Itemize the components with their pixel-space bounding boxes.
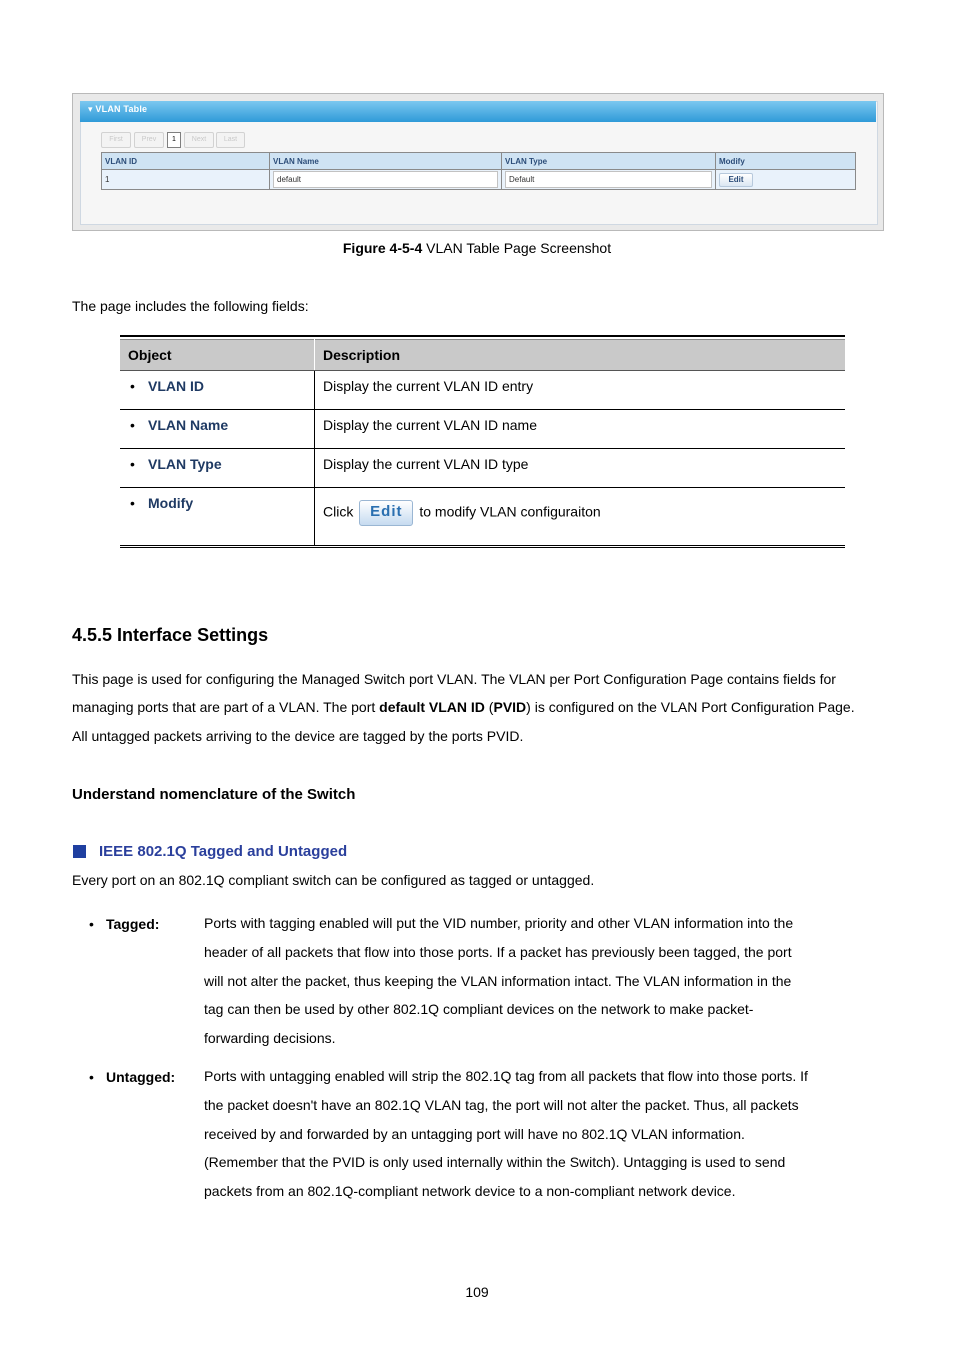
object-name: VLAN ID <box>148 378 204 394</box>
object-name: Modify <box>148 495 194 511</box>
topic-intro: Every port on an 802.1Q compliant switch can be configured as tagged or untagged. <box>72 872 595 888</box>
tagged-description: Ports with tagging enabled will put the VID number, priority and other VLAN information into the header of all packets that flow into those ports. If a packet has previously been tagged, the port will not alter the packet, thus keeping the VLAN information intact. The VLAN information in the tag can then be used by other 802.1Q compliant devices on the network to make packet-forwarding decisions. <box>204 915 794 1047</box>
fields-table <box>120 339 845 548</box>
click-text: Click <box>323 503 354 520</box>
col-header-modify: Modify <box>716 153 856 170</box>
col-header-vlan-id: VLAN ID <box>102 153 270 170</box>
object-description: Display the current VLAN ID type <box>323 456 529 472</box>
next-page-button[interactable]: Next <box>184 132 214 148</box>
object-name: VLAN Type <box>148 456 222 472</box>
fields-intro: The page includes the following fields: <box>72 298 309 314</box>
bullet-icon: • <box>89 1069 94 1085</box>
bullet-icon: • <box>130 495 135 511</box>
topic-heading: IEEE 802.1Q Tagged and Untagged <box>99 843 348 860</box>
cell-modify <box>716 170 856 190</box>
page-number-input[interactable]: 1 <box>167 132 181 148</box>
para-line-2: managing ports that are part of a VLAN. The port default VLAN ID (PVID) is configured on the VLAN Port Configuration Page. <box>72 699 855 715</box>
collapse-arrow-icon: ▾ <box>88 104 93 114</box>
page-number: 109 <box>465 1284 489 1300</box>
table-row <box>120 371 845 410</box>
prev-page-button[interactable]: Prev <box>134 132 164 148</box>
edit-button-sample[interactable]: Edit <box>359 500 413 526</box>
header-description: Description <box>315 340 846 371</box>
para-line-3: All untagged packets arriving to the device are tagged by the ports PVID. <box>72 728 524 744</box>
caption-label: Figure 4-5-4 <box>342 240 423 256</box>
cell-vlan-name <box>270 170 502 190</box>
vlan-table <box>101 152 856 190</box>
panel-header[interactable] <box>80 101 876 122</box>
modify-description: to modify VLAN configuraiton <box>419 503 601 520</box>
vlan-name-value: default <box>273 171 498 188</box>
object-name: VLAN Name <box>148 417 229 433</box>
cell-vlan-id: 1 <box>102 170 270 190</box>
untagged-label: Untagged: <box>106 1069 176 1085</box>
table-row <box>120 449 845 488</box>
last-page-button[interactable]: Last <box>216 132 245 148</box>
untagged-description: Ports with untagging enabled will strip the 802.1Q tag from all packets that flow into those ports. If the packet doesn't have an 802.1Q VLAN tag, the port will not alter the packet. Thus, all packets received by and forwarded by an untagging port will have no 802.1Q VLAN information. (Remember that the PVID is only used internally within the Switch). Untagging is used to send packets from an 802.1Q-compliant network device to a non-compliant network device. <box>204 1068 808 1200</box>
caption-text: VLAN Table Page Screenshot <box>422 240 612 256</box>
table-row <box>102 170 856 190</box>
bullet-icon: • <box>130 378 135 394</box>
tagged-label: Tagged: <box>106 916 160 932</box>
col-header-vlan-type: VLAN Type <box>502 153 716 170</box>
bullet-icon: • <box>130 456 135 472</box>
subheading: Understand nomenclature of the Switch <box>72 786 356 803</box>
section-heading: 4.5.5 Interface Settings <box>72 625 269 645</box>
col-header-vlan-name: VLAN Name <box>270 153 502 170</box>
para-line-1: This page is used for configuring the Managed Switch port VLAN. The VLAN per Port Configuration Page contains fields for <box>72 671 836 687</box>
object-description: Display the current VLAN ID name <box>323 417 537 433</box>
bullet-icon: • <box>130 417 135 433</box>
vlan-type-value: Default <box>505 171 712 188</box>
cell-vlan-type <box>502 170 716 190</box>
table-row <box>120 410 845 449</box>
bullet-icon: • <box>89 916 94 932</box>
panel-title: ▾ VLAN Table <box>88 104 148 114</box>
square-bullet-icon <box>73 845 86 858</box>
edit-button[interactable]: Edit <box>719 173 753 187</box>
figure-caption <box>0 240 954 256</box>
table-top-rule <box>120 335 845 337</box>
header-object: Object <box>120 340 315 371</box>
first-page-button[interactable]: First <box>101 132 131 148</box>
table-row <box>120 488 845 547</box>
object-description: Display the current VLAN ID entry <box>323 378 534 394</box>
